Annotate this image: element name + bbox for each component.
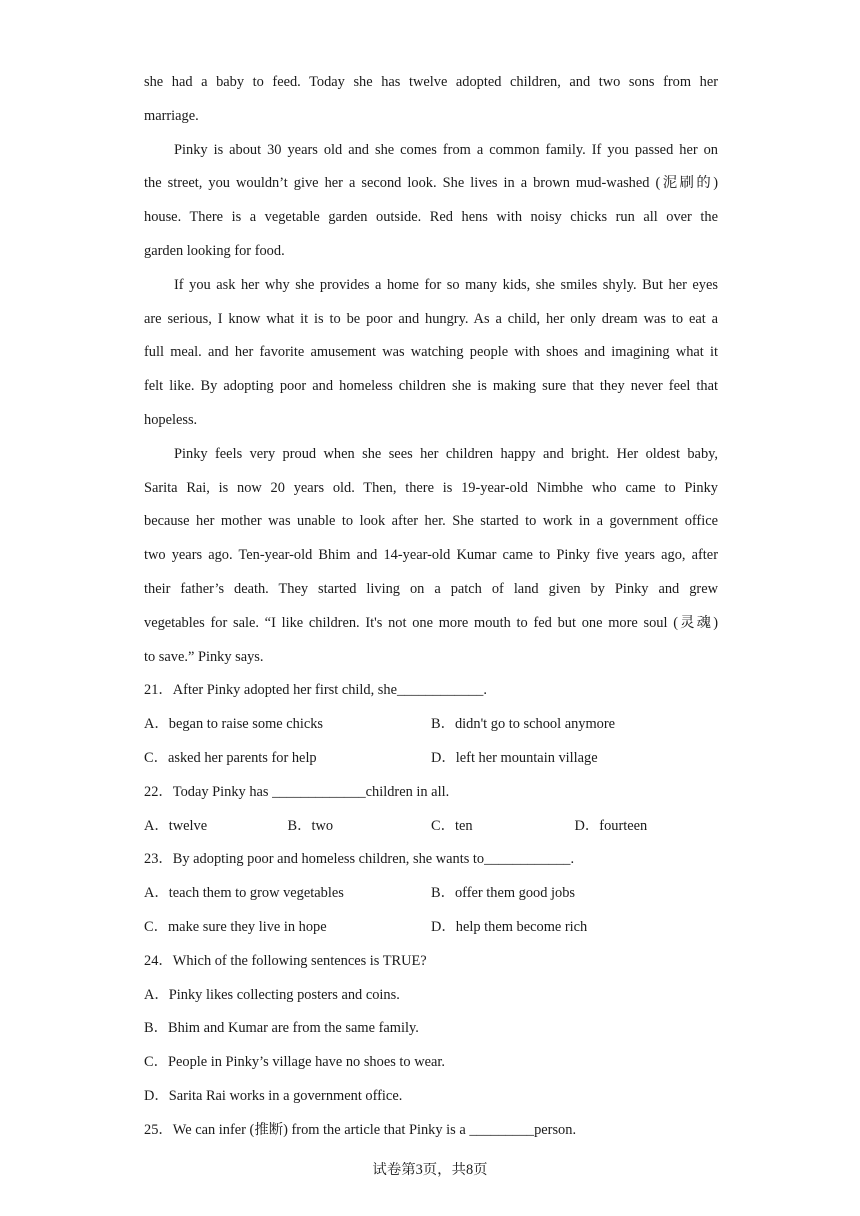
passage-line: are serious, I know what it is to be poor and hungry. As a child, her only dream was to eat a	[144, 310, 718, 327]
paragraph	[144, 269, 718, 438]
options-row	[144, 708, 718, 742]
question-stem: 22．Today Pinky has _____________children in all.	[144, 783, 450, 800]
passage-line: two years ago. Ten-year-old Bhim and 14-year-old Kumar came to Pinky five years ago, after	[144, 547, 718, 564]
option-d: D．Sarita Rai works in a government office.	[144, 1087, 403, 1104]
exam-page	[144, 66, 718, 1148]
passage-line: If you ask her why she provides a home for so many kids, she smiles shyly. But her eyes	[174, 276, 718, 293]
question-25	[144, 1114, 718, 1148]
passage-line: felt like. By adopting poor and homeless children she is making sure that they never feel that	[144, 378, 718, 395]
options-row	[144, 911, 718, 945]
paragraph-continuation	[144, 66, 718, 134]
passage-line: Sarita Rai, is now 20 years old. Then, there is 19-year-old Nimbhe who came to Pinky	[144, 479, 718, 496]
question-stem: 21．After Pinky adopted her first child, she____________.	[144, 682, 487, 699]
passage-line: because her mother was unable to look after her. She started to work in a government office	[144, 513, 718, 530]
passage-line: garden looking for food.	[144, 242, 285, 259]
options-row	[144, 877, 718, 911]
passage-line: Pinky is about 30 years old and she comes from a common family. If you passed her on	[174, 141, 718, 158]
option-b: B．offer them good jobs	[431, 885, 576, 902]
option-a: A．Pinky likes collecting posters and coins.	[144, 986, 400, 1003]
question-stem: 25．We can infer (推断) from the article that Pinky is a _________person.	[144, 1121, 577, 1138]
option-c: C．People in Pinky’s village have no shoes to wear.	[144, 1054, 445, 1071]
question-stem: 24．Which of the following sentences is TRUE?	[144, 952, 427, 969]
question-stem: 23．By adopting poor and homeless children, she wants to____________.	[144, 851, 575, 868]
option-b: B．didn't go to school anymore	[431, 716, 616, 733]
paragraph	[144, 134, 718, 269]
option-a: A．twelve	[144, 817, 208, 834]
option-c: C．make sure they live in hope	[144, 918, 327, 935]
passage-line: vegetables for sale. “I like children. It's not one more mouth to fed but one more soul (灵魂)	[144, 614, 718, 631]
passage-line: she had a baby to feed. Today she has twelve adopted children, and two sons from her	[144, 74, 718, 90]
passage-line: the street, you wouldn’t give her a second look. She lives in a brown mud-washed (泥刷的)	[144, 175, 718, 192]
option-a: A．began to raise some chicks	[144, 716, 324, 733]
question-22	[144, 776, 718, 844]
option-a: A．teach them to grow vegetables	[144, 885, 344, 902]
option-c: C．ten	[431, 817, 473, 834]
passage-line: marriage.	[144, 107, 199, 124]
option-c: C．asked her parents for help	[144, 749, 317, 766]
option-b: B．Bhim and Kumar are from the same family.	[144, 1020, 419, 1037]
passage-line: to save.” Pinky says.	[144, 648, 264, 665]
passage-line: their father’s death. They started living on a patch of land given by Pinky and grew	[144, 580, 718, 597]
option-d: D．help them become rich	[431, 918, 588, 935]
options-row	[144, 742, 718, 776]
question-21	[144, 674, 718, 775]
option-d: D．fourteen	[574, 817, 648, 834]
question-23	[144, 843, 718, 944]
passage-line: full meal. and her favorite amusement was watching people with shoes and imagining what it	[144, 344, 718, 361]
option-b: B．two	[287, 817, 334, 834]
passage-line: hopeless.	[144, 411, 198, 428]
passage-line: house. There is a vegetable garden outside. Red hens with noisy chicks run all over the	[144, 209, 718, 226]
passage-line: Pinky feels very proud when she sees her children happy and bright. Her oldest baby,	[174, 445, 718, 462]
option-d: D．left her mountain village	[431, 749, 598, 766]
passage	[144, 66, 718, 674]
page-footer: 试卷第3页，共8页	[372, 1162, 488, 1178]
paragraph	[144, 438, 718, 675]
question-24	[144, 945, 718, 1114]
options-row	[144, 810, 718, 844]
